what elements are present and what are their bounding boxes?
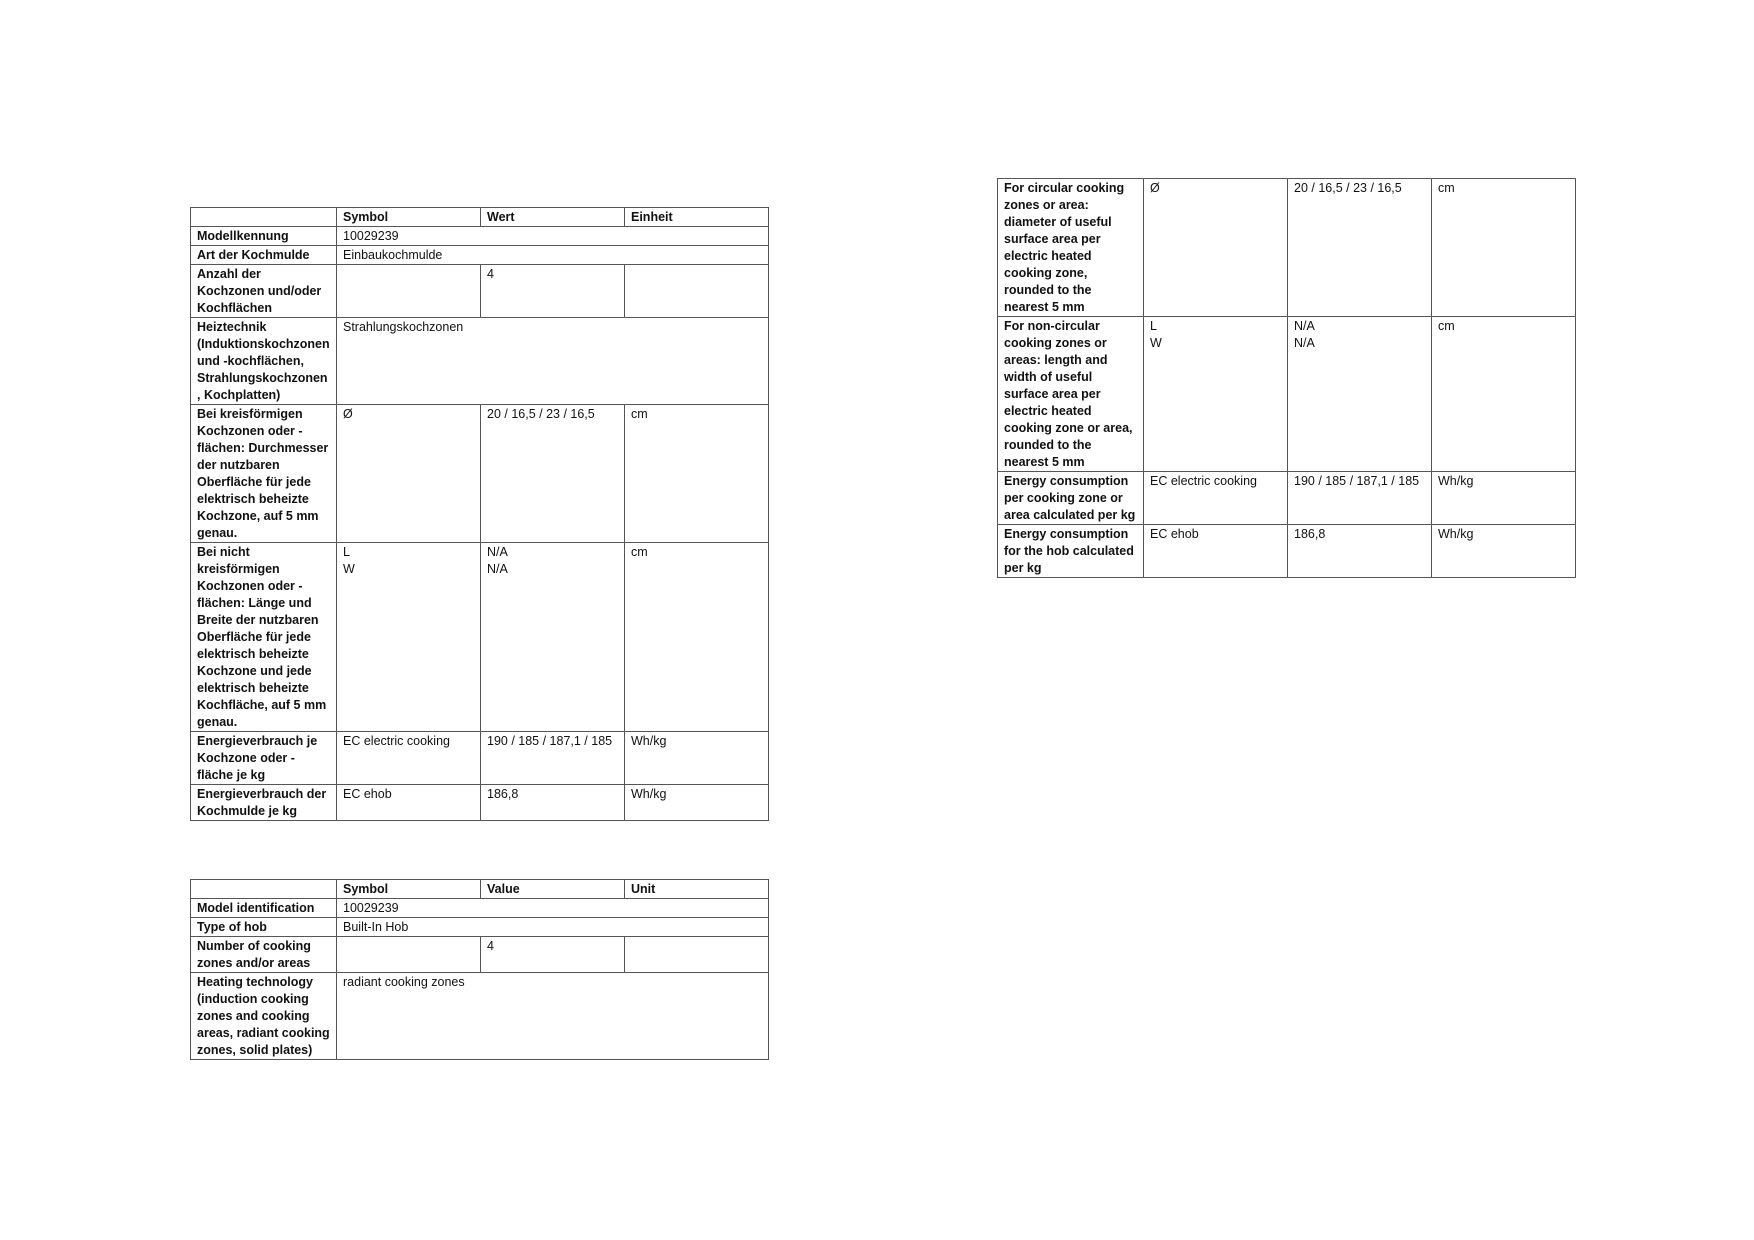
heating-label: Heiztechnik (Induktionskochzonen und -kochflächen, Strahlungskochzonen, Kochplatten) [191, 318, 337, 405]
table-header-row [191, 208, 769, 227]
noncircular-symbol [337, 543, 481, 732]
ec-hob-unit: Wh/kg [1432, 525, 1576, 578]
zones-label: Number of cooking zones and/or areas [191, 937, 337, 973]
ec-hob-label: Energieverbrauch der Kochmulde je kg [191, 785, 337, 821]
circular-symbol: Ø [1144, 179, 1288, 317]
noncircular-value-w: N/A [487, 562, 508, 576]
noncircular-label: For non-circular cooking zones or areas: length and width of useful surface area per electric heated cooking zone or area, rounded to the nearest 5 mm [998, 317, 1144, 472]
circular-label: For circular cooking zones or area: diameter of useful surface area per electric heated cooking zone, rounded to the nearest 5 mm [998, 179, 1144, 317]
zones-unit [625, 937, 769, 973]
zones-value: 4 [481, 265, 625, 318]
ec-hob-symbol: EC ehob [337, 785, 481, 821]
noncircular-value [481, 543, 625, 732]
row-zones [191, 937, 769, 973]
row-heating [191, 318, 769, 405]
spec-table-english-continued [997, 178, 1576, 578]
row-hob-type [191, 246, 769, 265]
zones-unit [625, 265, 769, 318]
circular-value: 20 / 16,5 / 23 / 16,5 [1288, 179, 1432, 317]
row-ec-hob [191, 785, 769, 821]
noncircular-value-l: N/A [1294, 319, 1315, 333]
header-value: Value [481, 880, 625, 899]
ec-hob-value: 186,8 [481, 785, 625, 821]
ec-zone-label: Energy consumption per cooking zone or area calculated per kg [998, 472, 1144, 525]
header-symbol: Symbol [337, 880, 481, 899]
ec-zone-value: 190 / 185 / 187,1 / 185 [1288, 472, 1432, 525]
hob-type-label: Type of hob [191, 918, 337, 937]
ec-hob-symbol: EC ehob [1144, 525, 1288, 578]
row-circular [998, 179, 1576, 317]
spec-table-german [190, 207, 769, 821]
hob-type-label: Art der Kochmulde [191, 246, 337, 265]
model-value: 10029239 [337, 227, 769, 246]
noncircular-symbol [1144, 317, 1288, 472]
heating-value: Strahlungskochzonen [337, 318, 769, 405]
ec-hob-value: 186,8 [1288, 525, 1432, 578]
row-ec-zone [998, 472, 1576, 525]
spec-table-english [190, 879, 769, 1060]
noncircular-symbol-w: W [1150, 336, 1162, 350]
row-noncircular [998, 317, 1576, 472]
circular-unit: cm [1432, 179, 1576, 317]
zones-value: 4 [481, 937, 625, 973]
row-ec-hob [998, 525, 1576, 578]
model-label: Model identification [191, 899, 337, 918]
row-heating [191, 973, 769, 1060]
row-circular [191, 405, 769, 543]
noncircular-label: Bei nicht kreisförmigen Kochzonen oder -flächen: Länge und Breite der nutzbaren Oberfläche für jede elektrisch beheizte Kochzone und jede elektrisch beheizte Kochfläche, auf 5 mm genau. [191, 543, 337, 732]
noncircular-value-w: N/A [1294, 336, 1315, 350]
noncircular-unit: cm [625, 543, 769, 732]
model-value: 10029239 [337, 899, 769, 918]
ec-zone-unit: Wh/kg [625, 732, 769, 785]
circular-label: Bei kreisförmigen Kochzonen oder -flächen: Durchmesser der nutzbaren Oberfläche für jede elektrisch beheizte Kochzone, auf 5 mm genau. [191, 405, 337, 543]
ec-zone-symbol: EC electric cooking [1144, 472, 1288, 525]
row-model [191, 227, 769, 246]
row-zones [191, 265, 769, 318]
noncircular-symbol-l: L [1150, 319, 1157, 333]
noncircular-unit: cm [1432, 317, 1576, 472]
ec-zone-unit: Wh/kg [1432, 472, 1576, 525]
row-ec-zone [191, 732, 769, 785]
zones-symbol [337, 937, 481, 973]
noncircular-symbol-w: W [343, 562, 355, 576]
ec-zone-symbol: EC electric cooking [337, 732, 481, 785]
header-empty-cell [191, 880, 337, 899]
row-noncircular [191, 543, 769, 732]
circular-unit: cm [625, 405, 769, 543]
hob-type-value: Built-In Hob [337, 918, 769, 937]
header-unit: Einheit [625, 208, 769, 227]
table-header-row [191, 880, 769, 899]
model-label: Modellkennung [191, 227, 337, 246]
ec-zone-label: Energieverbrauch je Kochzone oder -fläche je kg [191, 732, 337, 785]
noncircular-value-l: N/A [487, 545, 508, 559]
header-symbol: Symbol [337, 208, 481, 227]
noncircular-symbol-l: L [343, 545, 350, 559]
row-hob-type [191, 918, 769, 937]
header-value: Wert [481, 208, 625, 227]
hob-type-value: Einbaukochmulde [337, 246, 769, 265]
row-model [191, 899, 769, 918]
header-empty-cell [191, 208, 337, 227]
heating-value: radiant cooking zones [337, 973, 769, 1060]
heating-label: Heating technology (induction cooking zones and cooking areas, radiant cooking zones, solid plates) [191, 973, 337, 1060]
ec-zone-value: 190 / 185 / 187,1 / 185 [481, 732, 625, 785]
header-unit: Unit [625, 880, 769, 899]
circular-symbol: Ø [337, 405, 481, 543]
circular-value: 20 / 16,5 / 23 / 16,5 [481, 405, 625, 543]
noncircular-value [1288, 317, 1432, 472]
ec-hob-unit: Wh/kg [625, 785, 769, 821]
zones-symbol [337, 265, 481, 318]
ec-hob-label: Energy consumption for the hob calculated per kg [998, 525, 1144, 578]
zones-label: Anzahl der Kochzonen und/oder Kochflächen [191, 265, 337, 318]
